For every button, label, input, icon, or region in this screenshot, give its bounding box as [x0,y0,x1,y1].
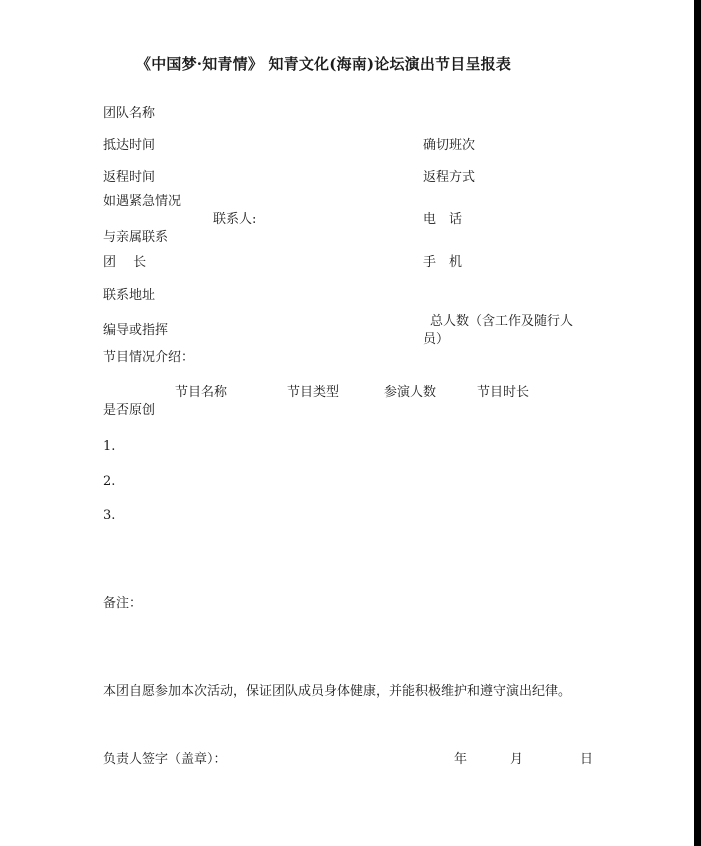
date-year-label: 年 [454,752,468,767]
team-leader-label: 团 长 [103,255,147,270]
mobile-label: 手 机 [423,255,463,270]
return-method-label: 返程方式 [423,170,476,185]
program-row-3: 3. [103,508,116,523]
emergency-label-line2: 与亲属联系 [103,230,169,245]
column-duration: 节目时长 [477,385,530,400]
return-time-label: 返程时间 [103,170,156,185]
program-intro-label: 节目情况介绍： [103,350,195,365]
signature-label: 负责人签字（盖章）： [103,752,227,767]
address-label: 联系地址 [103,288,156,303]
page-edge-bar [694,0,701,846]
column-program-type: 节目类型 [287,385,340,400]
form-title: 《中国梦·知青情》 知青文化(海南)论坛演出节目呈报表 [136,55,512,73]
contact-person-label: 联系人: [213,212,257,227]
total-count-label-line2: 员） [423,332,450,347]
program-row-1: 1. [103,439,116,454]
phone-label: 电 话 [423,212,463,227]
column-original: 是否原创 [103,403,156,418]
exact-shift-label: 确切班次 [423,138,476,153]
date-day-label: 日 [580,752,594,767]
director-label: 编导或指挥 [103,323,169,338]
team-name-label: 团队名称 [103,106,156,121]
pledge-statement: 本团自愿参加本次活动，保证团队成员身体健康，并能积极维护和遵守演出纪律。 [103,684,572,699]
column-program-name: 节目名称 [175,385,228,400]
date-month-label: 月 [510,752,524,767]
emergency-label-line1: 如遇紧急情况 [103,194,182,209]
column-participants: 参演人数 [384,385,437,400]
program-row-2: 2. [103,474,116,489]
remarks-label: 备注： [103,596,143,611]
arrival-time-label: 抵达时间 [103,138,156,153]
total-count-label-line1: 总人数（含工作及随行人 [430,314,574,329]
